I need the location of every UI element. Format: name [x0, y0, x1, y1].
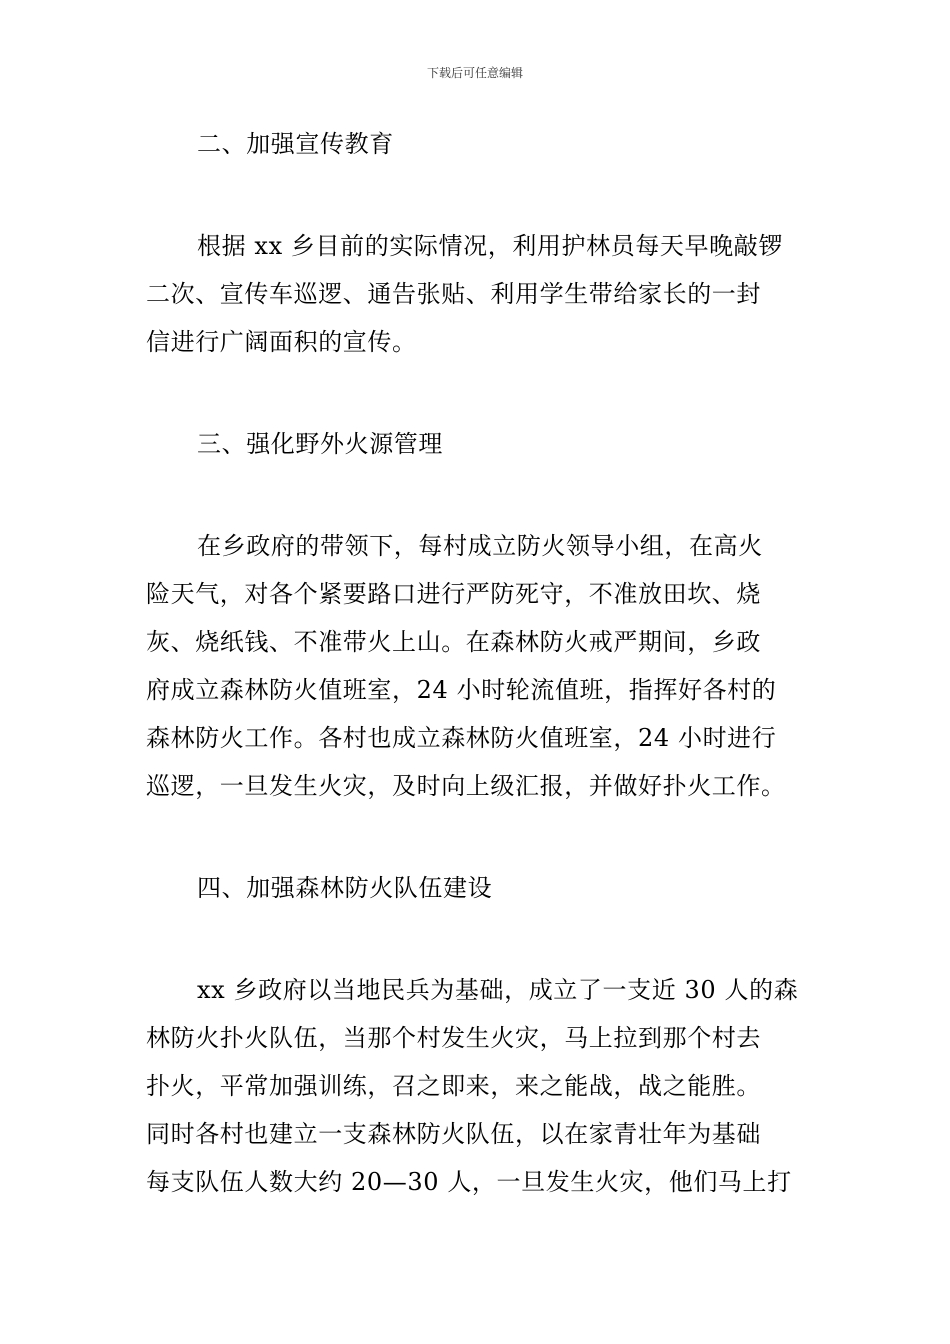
paragraph-line: 信进行广阔面积的宣传。: [146, 328, 417, 356]
paragraph-line: 扑火，平常加强训练，召之即来，来之能战，战之能胜。: [146, 1072, 761, 1100]
document-body: [146, 120, 811, 1206]
paragraph-line: 灰、烧纸钱、不准带火上山。在森林防火戒严期间，乡政: [146, 628, 761, 656]
paragraph: [146, 966, 811, 1206]
paragraph-line: 巡逻，一旦发生火灾，及时向上级汇报，并做好扑火工作。: [146, 772, 786, 800]
paragraph-line: 林防火扑火队伍，当那个村发生火灾，马上拉到那个村去: [146, 1024, 761, 1052]
paragraph-line: 每支队伍人数大约 20—30 人，一旦发生火灾，他们马上打: [146, 1168, 792, 1196]
paragraph-line: 同时各村也建立一支森林防火队伍，以在家青壮年为基础: [146, 1120, 761, 1148]
paragraph-line: 森林防火工作。各村也成立森林防火值班室，24 小时进行: [146, 724, 777, 752]
paragraph-line: 二次、宣传车巡逻、通告张贴、利用学生带给家长的一封: [146, 280, 761, 308]
paragraph-line: 在乡政府的带领下，每村成立防火领导小组，在高火: [197, 532, 763, 560]
paragraph-line: 险天气，对各个紧要路口进行严防死守，不准放田坎、烧: [146, 580, 761, 608]
paragraph: [146, 522, 811, 810]
paragraph-line: xx 乡政府以当地民兵为基础，成立了一支近 30 人的森: [197, 976, 799, 1004]
section-heading: 四、加强森林防火队伍建设: [197, 874, 493, 902]
section-heading: 二、加强宣传教育: [197, 130, 394, 158]
paragraph: [146, 222, 811, 366]
section-heading: 三、强化野外火源管理: [197, 430, 443, 458]
paragraph-line: 根据 xx 乡目前的实际情况，利用护林员每天早晚敲锣: [197, 232, 783, 260]
page-header: 下载后可任意编辑: [426, 66, 523, 80]
paragraph-line: 府成立森林防火值班室，24 小时轮流值班，指挥好各村的: [146, 676, 777, 704]
